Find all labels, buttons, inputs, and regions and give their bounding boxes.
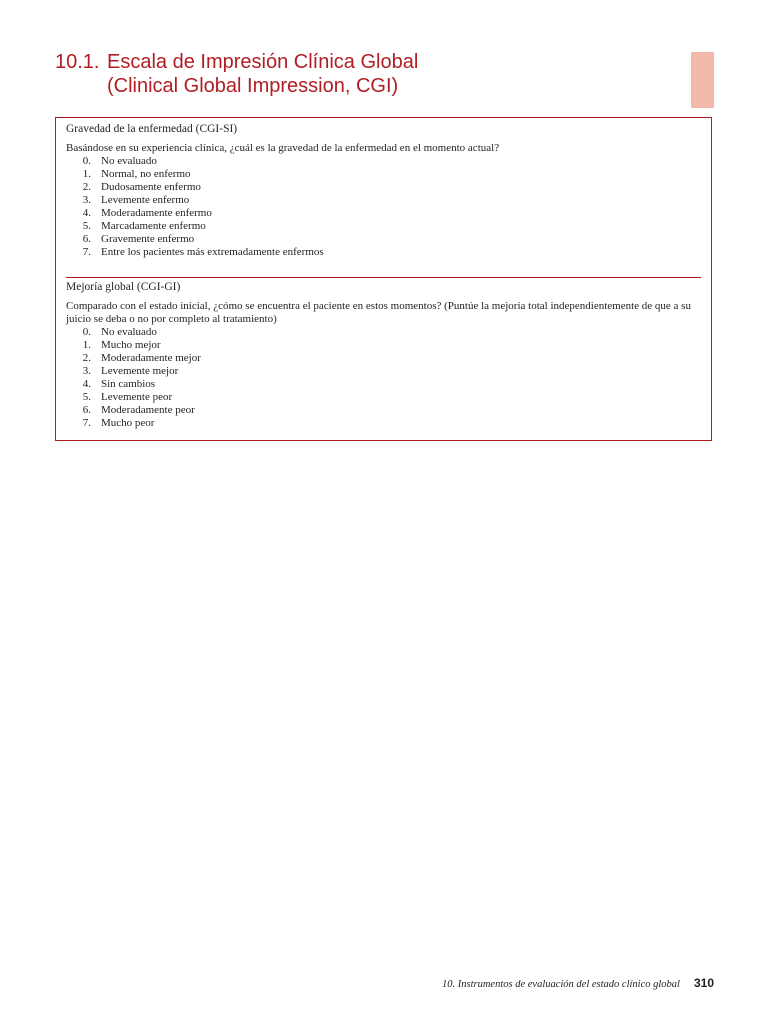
list-item	[66, 233, 701, 246]
severity-list	[66, 155, 701, 259]
page-number: 310	[693, 976, 714, 990]
item-label: No evaluado	[101, 326, 157, 338]
item-label: Levemente peor	[101, 391, 173, 403]
scale-box	[55, 117, 712, 441]
item-number: 7.	[82, 246, 91, 258]
item-label: Marcadamente enfermo	[101, 220, 206, 232]
chapter-tab-marker	[691, 52, 714, 108]
page-footer	[442, 976, 714, 990]
list-item	[66, 155, 701, 168]
item-number: 0.	[82, 155, 91, 167]
list-item	[66, 181, 701, 194]
item-label: Sin cambios	[101, 378, 156, 390]
heading-line-1	[55, 50, 655, 74]
item-number: 5.	[82, 391, 91, 403]
item-number: 2.	[82, 181, 91, 193]
list-item	[66, 417, 701, 430]
list-item	[66, 246, 701, 259]
item-label: Levemente mejor	[101, 365, 179, 377]
list-item	[66, 326, 701, 339]
list-item	[66, 365, 701, 378]
item-label: Moderadamente enfermo	[101, 207, 212, 219]
item-number: 4.	[82, 207, 91, 219]
improvement-title: Mejoría global (CGI-GI)	[66, 281, 181, 293]
item-label: No evaluado	[101, 155, 157, 167]
item-label: Moderadamente mejor	[101, 352, 201, 364]
heading-subtitle: (Clinical Global Impression, CGI)	[107, 75, 399, 97]
list-item	[66, 220, 701, 233]
item-number: 2.	[82, 352, 91, 364]
list-item	[66, 194, 701, 207]
severity-section	[66, 123, 701, 259]
list-item	[66, 168, 701, 181]
item-label: Gravemente enfermo	[101, 233, 195, 245]
item-label: Entre los pacientes más extremadamente enfermos	[101, 246, 324, 258]
item-label: Moderadamente peor	[101, 404, 195, 416]
list-item	[66, 352, 701, 365]
item-number: 0.	[82, 326, 91, 338]
heading-title: Escala de Impresión Clínica Global	[107, 51, 419, 73]
severity-title: Gravedad de la enfermedad (CGI-SI)	[66, 123, 238, 135]
improvement-question: Comparado con el estado inicial, ¿cómo se encuentra el paciente en estos momentos? (Puntúe la mejoría total independientemente de que a su juicio se deba o no por completo al tratamiento)	[66, 300, 691, 325]
list-item	[66, 207, 701, 220]
heading-number: 10.1.	[55, 51, 100, 73]
item-number: 7.	[82, 417, 91, 429]
item-label: Mucho mejor	[101, 339, 161, 351]
footer-chapter: 10. Instrumentos de evaluación del estado clínico global	[442, 979, 680, 990]
list-item	[66, 404, 701, 417]
severity-question: Basándose en su experiencia clínica, ¿cuál es la gravedad de la enfermedad en el momento actual?	[66, 142, 500, 154]
item-number: 6.	[82, 233, 91, 245]
section-divider	[66, 277, 701, 278]
item-number: 1.	[82, 168, 91, 180]
improvement-list	[66, 326, 701, 430]
item-number: 5.	[82, 220, 91, 232]
item-label: Levemente enfermo	[101, 194, 190, 206]
item-label: Mucho peor	[101, 417, 155, 429]
item-number: 1.	[82, 339, 91, 351]
heading-line-2	[55, 74, 655, 98]
item-number: 6.	[82, 404, 91, 416]
item-label: Dudosamente enfermo	[101, 181, 201, 193]
item-number: 3.	[82, 365, 91, 377]
item-number: 3.	[82, 194, 91, 206]
item-label: Normal, no enfermo	[101, 168, 191, 180]
list-item	[66, 339, 701, 352]
item-number: 4.	[82, 378, 91, 390]
improvement-section	[66, 281, 701, 430]
list-item	[66, 378, 701, 391]
page-heading	[55, 50, 655, 98]
list-item	[66, 391, 701, 404]
